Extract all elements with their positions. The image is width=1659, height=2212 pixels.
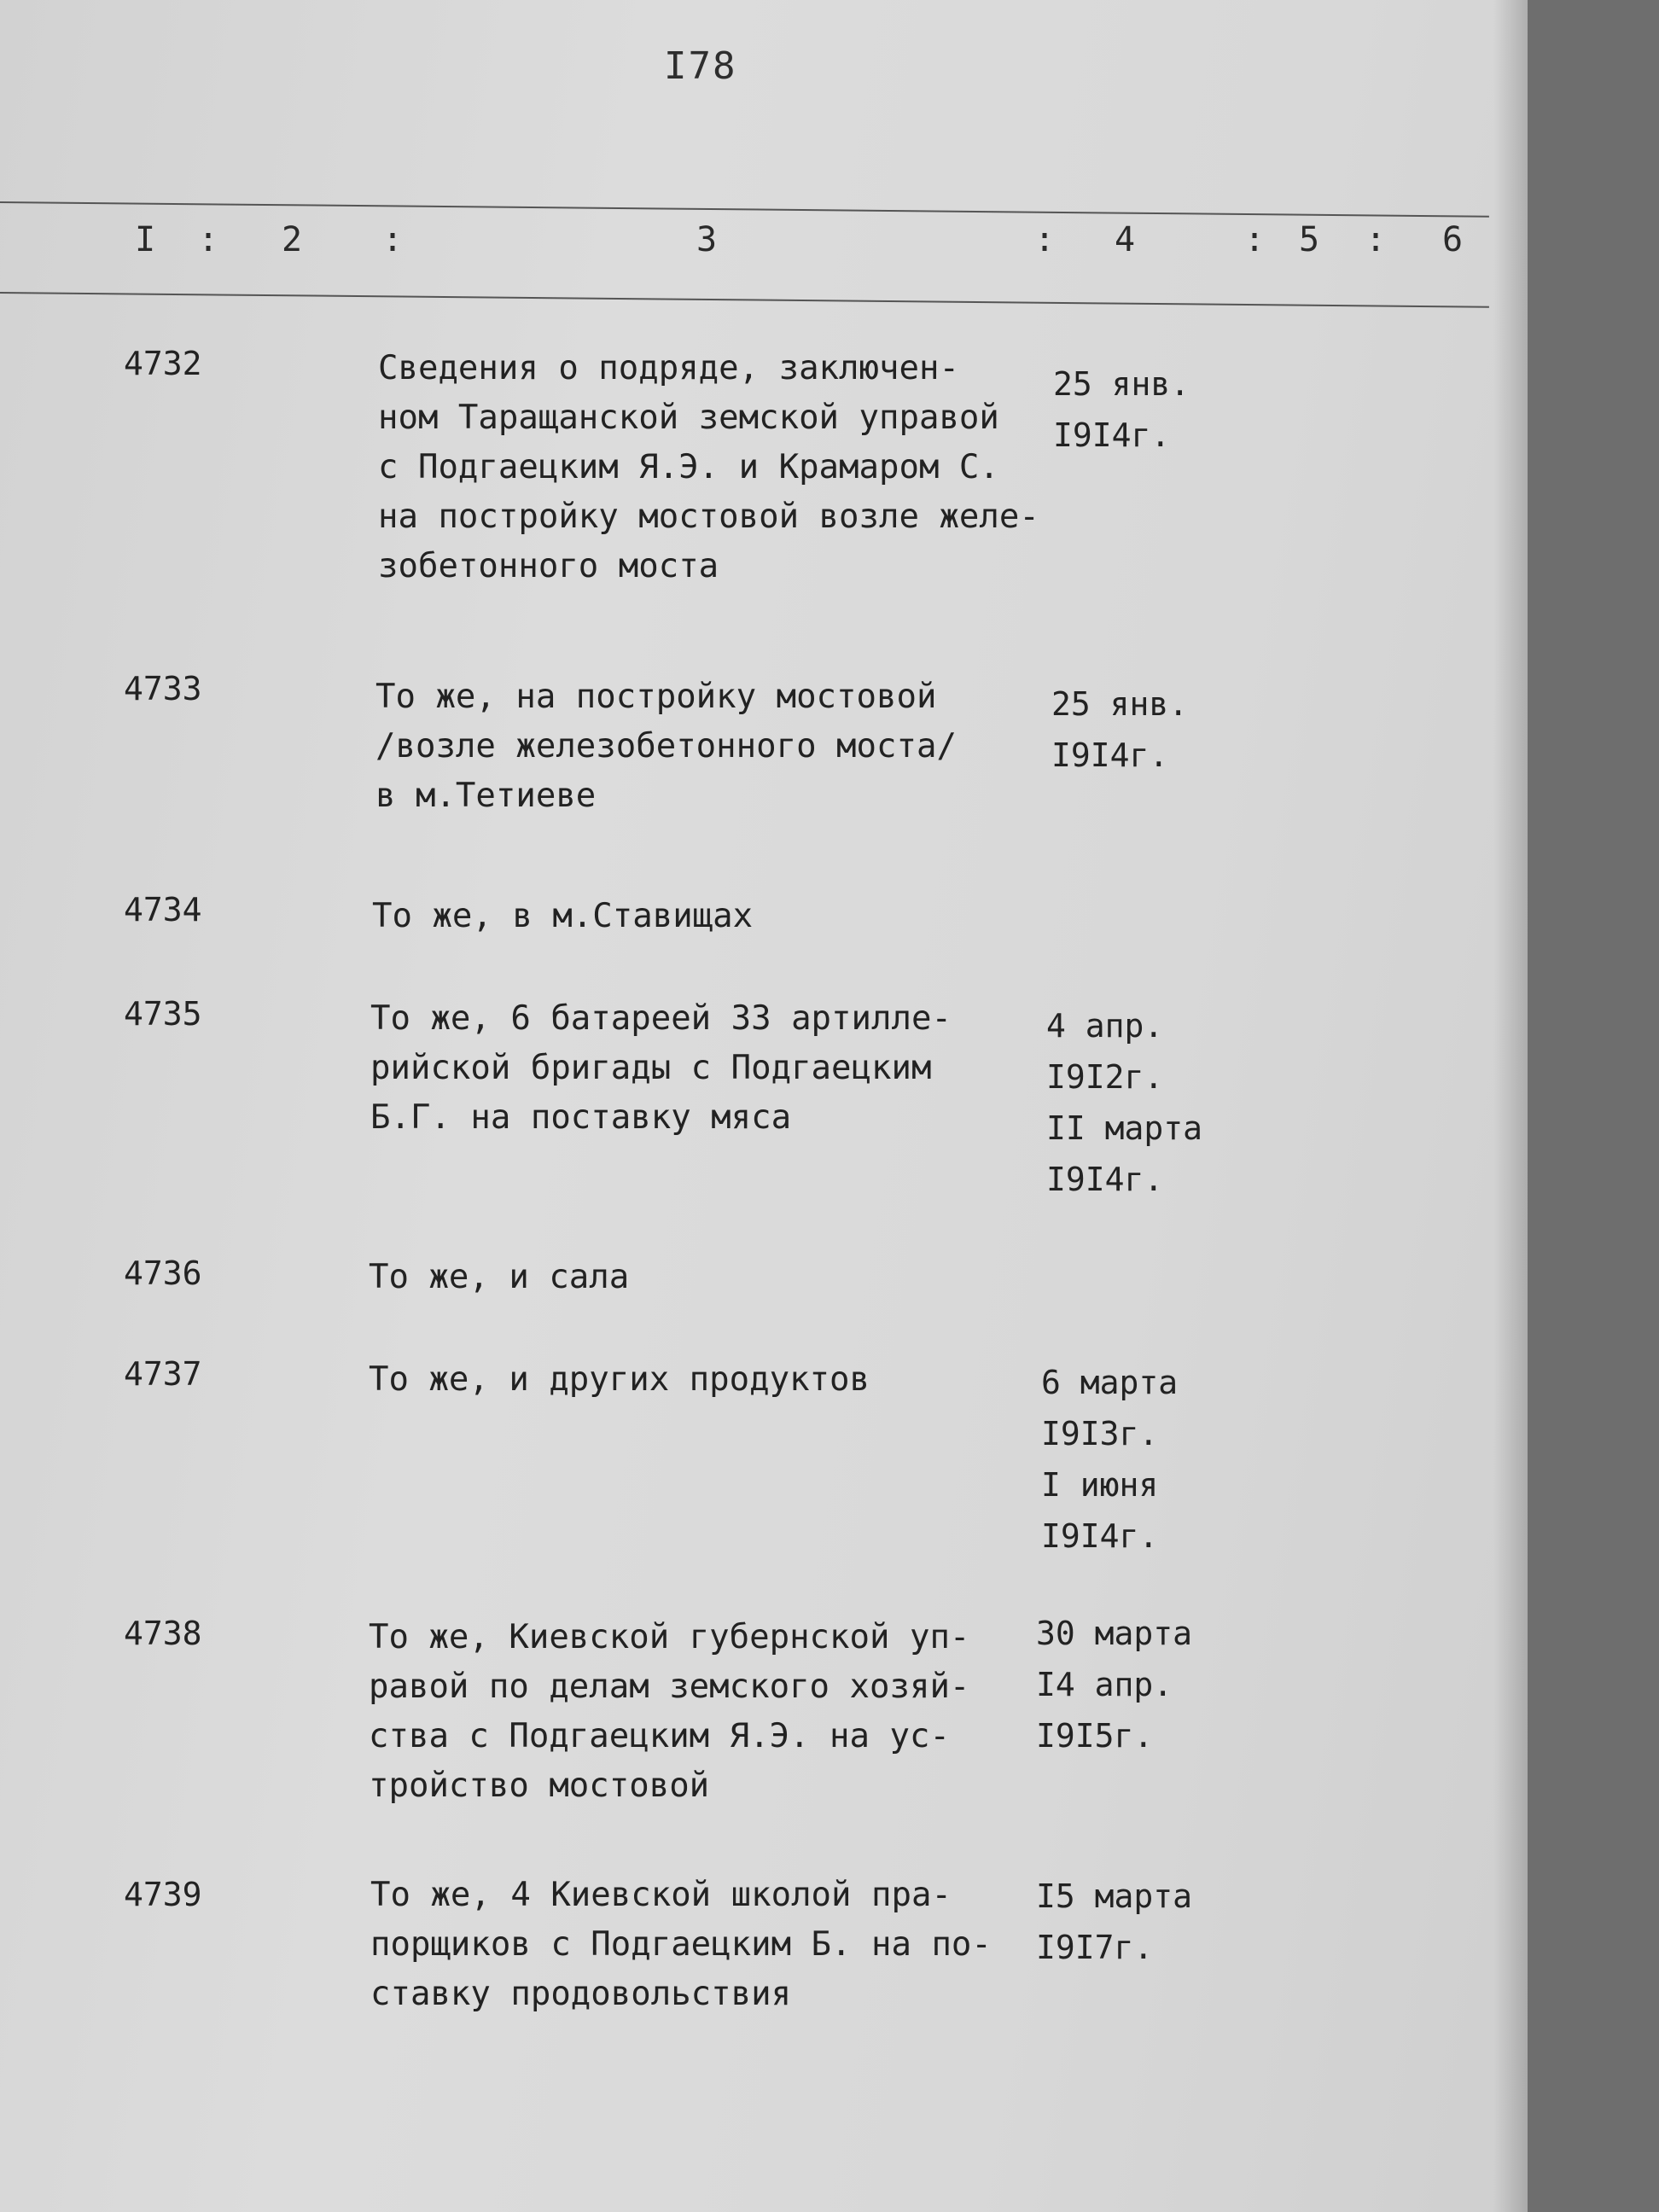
column-separator: : [1244,220,1266,259]
description-line: То же, и сала [369,1258,630,1296]
column-header-2: 2 [282,220,303,259]
description-line: зобетонного моста [378,547,719,585]
date-line: I4 апр. [1036,1666,1173,1703]
header-bottom-rule [0,292,1489,308]
entry-number: 4737 [124,1355,202,1393]
description-line: Б.Г. на поставку мяса [370,1098,792,1137]
date-line: 4 апр. [1046,1007,1164,1045]
column-separator: : [382,220,404,259]
column-header-3: 3 [696,220,718,259]
header-top-rule [0,201,1489,218]
entry-description [370,994,1053,1143]
description-line: порщиков с Подгаецким Б. на по- [370,1925,992,1964]
entry-description [369,1253,1051,1302]
entry-description [369,1613,1051,1811]
description-line: рийской бригады с Подгаецким [370,1049,932,1087]
date-line: 6 марта [1041,1364,1179,1401]
description-line: Сведения о подряде, заключен- [378,349,959,387]
date-line: I9I4г. [1041,1517,1159,1555]
description-line: ном Таращанской земской управой [378,399,999,437]
entry-dates [1053,358,1190,461]
date-line: I9I4г. [1046,1161,1164,1198]
entry-dates [1046,1000,1202,1205]
date-line: I9I4г. [1051,736,1169,774]
description-line: То же, на постройку мостовой [375,678,937,716]
column-header-5: 5 [1299,220,1320,259]
entry-description [378,344,1061,591]
date-line: I9I7г. [1036,1929,1154,1966]
date-line: I июня [1041,1466,1159,1504]
entry-number: 4734 [124,891,202,928]
description-line: То же, и других продуктов [369,1360,870,1399]
date-line: I9I2г. [1046,1058,1164,1096]
entry-description [370,1871,1053,2019]
entry-description [375,672,1058,821]
description-line: То же, Киевской губернской уп- [369,1618,970,1656]
date-line: I9I3г. [1041,1415,1159,1452]
entry-description [372,892,1055,941]
description-line: на постройку мостовой возле желе- [378,498,1039,536]
date-line: II марта [1046,1109,1203,1147]
column-header-1: I [135,220,156,259]
description-line: То же, в м.Ставищах [372,897,754,935]
description-line: То же, 6 батареей 33 артилле- [370,999,952,1038]
column-header-6: 6 [1442,220,1464,259]
entry-number: 4738 [124,1615,202,1652]
column-separator: : [198,220,219,259]
date-line: I5 марта [1036,1877,1193,1915]
description-line: ства с Подгаецким Я.Э. на ус- [369,1717,950,1755]
page-number: I78 [664,44,737,88]
entry-description [369,1355,1051,1405]
entry-dates [1036,1608,1192,1761]
entry-dates [1036,1871,1192,1973]
entry-number: 4735 [124,995,202,1033]
date-line: 25 янв. [1051,685,1189,723]
entry-dates [1051,678,1188,781]
entry-dates [1041,1357,1178,1562]
entry-number: 4733 [124,670,202,707]
column-separator: : [1034,220,1056,259]
date-line: I9I5г. [1036,1717,1154,1755]
description-line: То же, 4 Киевской школой пра- [370,1876,952,1914]
description-line: тройство мостовой [369,1767,710,1805]
description-line: /возле железобетонного моста/ [375,727,957,765]
description-line: равой по делам земского хозяй- [369,1668,970,1706]
date-line: I9I4г. [1053,416,1171,454]
description-line: ставку продовольствия [370,1975,792,2013]
description-line: в м.Тетиеве [375,777,597,815]
description-line: с Подгаецким Я.Э. и Крамаром С. [378,448,999,486]
entry-number: 4732 [124,345,202,382]
entry-number: 4739 [124,1876,202,1913]
date-line: 25 янв. [1053,365,1190,403]
date-line: 30 марта [1036,1615,1193,1652]
column-header-4: 4 [1115,220,1136,259]
entry-number: 4736 [124,1254,202,1292]
column-separator: : [1365,220,1387,259]
